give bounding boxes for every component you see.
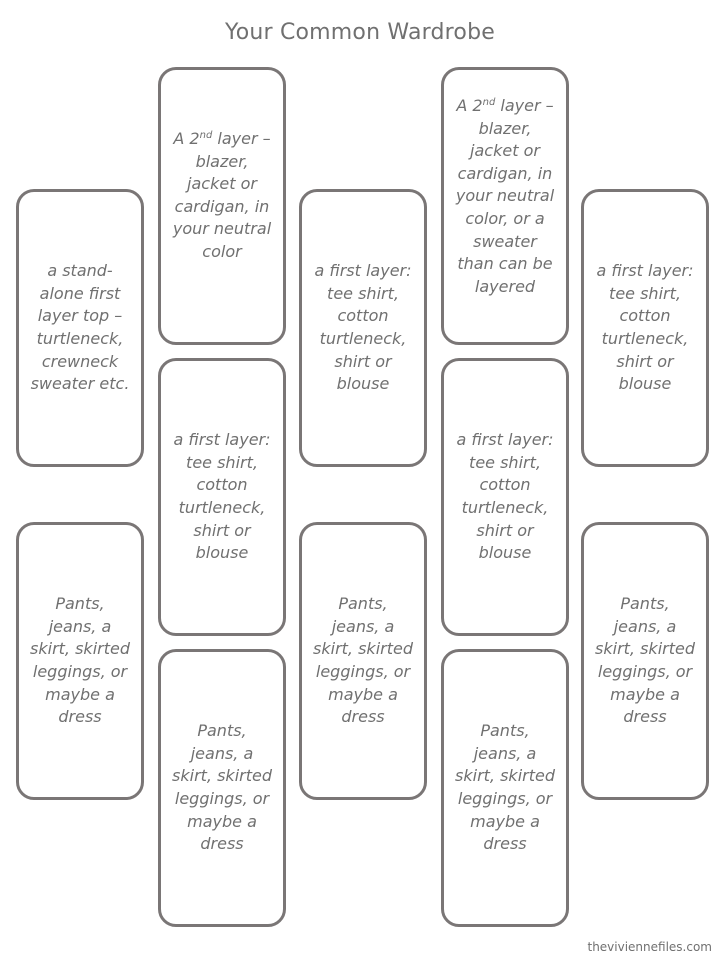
card-text: Pants, jeans, a skirt, skirted leggings, or maybe a dress [30, 594, 130, 727]
card-bottoms [16, 522, 144, 800]
card-text-rest: layer – blazer, jacket or cardigan, in your neutral color [172, 129, 272, 261]
card-text-prefix: A 2 [456, 96, 483, 115]
card-text: a stand-alone first layer top – turtleneck, crewneck sweater etc. [30, 261, 130, 394]
card-bottoms [158, 649, 286, 927]
card-standalone-first-layer-top [16, 189, 144, 467]
page-title: Your Common Wardrobe [224, 20, 495, 45]
card-text-superscript: nd [482, 97, 496, 108]
card-text [454, 95, 556, 298]
site-credit: theviviennefiles.com [587, 940, 712, 954]
card-text: Pants, jeans, a skirt, skirted leggings, or maybe a dress [455, 721, 555, 854]
card-text-superscript: nd [199, 130, 213, 141]
card-text: Pants, jeans, a skirt, skirted leggings, or maybe a dress [172, 721, 272, 854]
card-bottoms [299, 522, 427, 800]
card-bottoms [581, 522, 709, 800]
card-text: a first layer: tee shirt, cotton turtleneck, shirt or blouse [173, 430, 271, 563]
card-second-layer [158, 67, 286, 345]
card-bottoms [441, 649, 569, 927]
card-text-prefix: A 2 [173, 129, 200, 148]
card-text: Pants, jeans, a skirt, skirted leggings, or maybe a dress [595, 594, 695, 727]
card-first-layer [581, 189, 709, 467]
card-first-layer [299, 189, 427, 467]
card-text: a first layer: tee shirt, cotton turtleneck, shirt or blouse [456, 430, 554, 563]
card-second-layer-or-sweater [441, 67, 569, 345]
card-text: a first layer: tee shirt, cotton turtleneck, shirt or blouse [596, 261, 694, 394]
card-first-layer [158, 358, 286, 636]
card-text [171, 128, 273, 264]
card-text: a first layer: tee shirt, cotton turtleneck, shirt or blouse [314, 261, 412, 394]
card-text-rest: layer – blazer, jacket or cardigan, in your neutral color, or a sweater than can be layered [455, 96, 555, 296]
card-first-layer [441, 358, 569, 636]
card-text: Pants, jeans, a skirt, skirted leggings, or maybe a dress [313, 594, 413, 727]
